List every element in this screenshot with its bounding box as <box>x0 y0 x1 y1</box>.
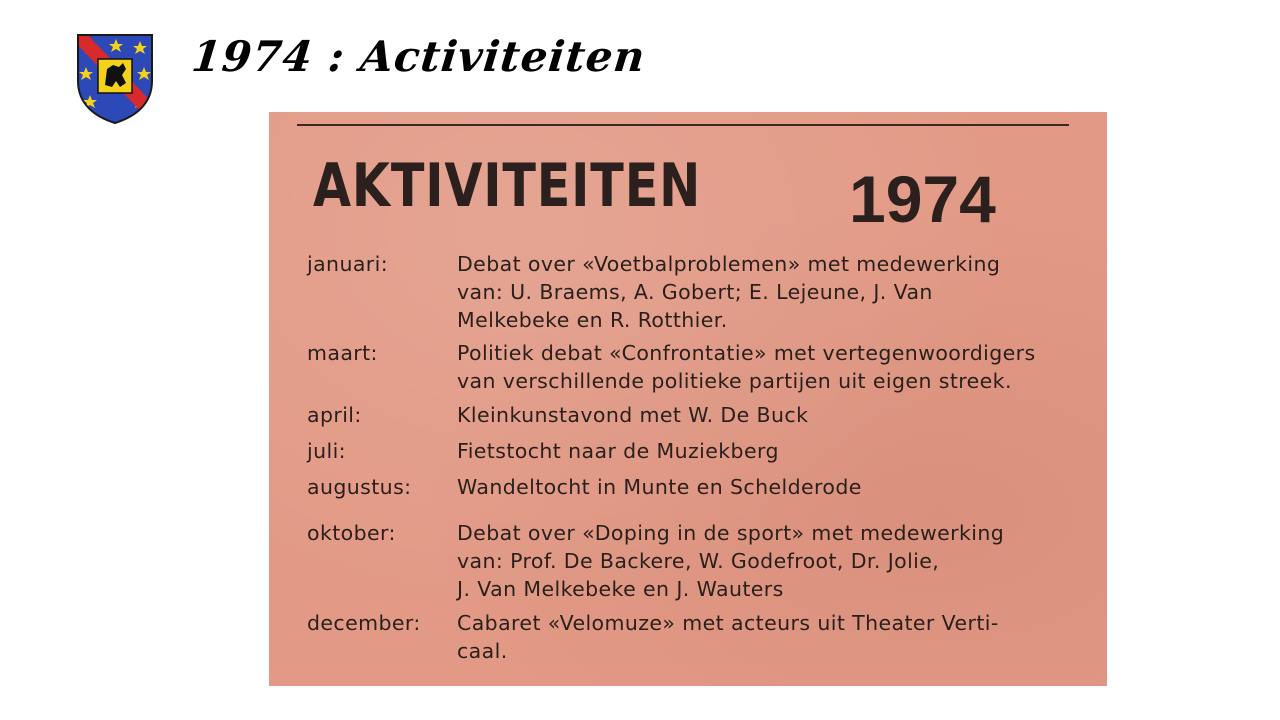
activity-description <box>457 519 1097 603</box>
activity-line: Kleinkunstavond met W. De Buck <box>457 403 809 427</box>
slide-title: 1974 : Activiteiten <box>189 32 648 81</box>
activity-line: van verschillende politieke partijen uit eigen streek. <box>457 369 1012 393</box>
activity-line: caal. <box>457 639 508 663</box>
activity-description <box>457 437 1097 465</box>
activity-month: oktober: <box>307 521 396 545</box>
activity-row <box>307 473 1097 501</box>
activity-line: van: U. Braems, A. Gobert; E. Lejeune, J. Van <box>457 280 933 304</box>
activity-line: Debat over «Doping in de sport» met medewerking <box>457 521 1005 545</box>
activity-row <box>307 401 1097 429</box>
activity-line: Fietstocht naar de Muziekberg <box>457 439 779 463</box>
activity-line: Cabaret «Velomuze» met acteurs uit Theater Verti- <box>457 611 999 635</box>
activity-month: juli: <box>307 439 346 463</box>
activity-line: Wandeltocht in Munte en Schelderode <box>457 475 862 499</box>
activity-description <box>457 339 1097 395</box>
activity-line: J. Van Melkebeke en J. Wauters <box>457 577 784 601</box>
activity-month: maart: <box>307 341 378 365</box>
activity-description <box>457 609 1097 665</box>
newspaper-clipping <box>269 112 1107 686</box>
divider <box>297 124 1069 126</box>
activity-row <box>307 437 1097 465</box>
activity-row <box>307 609 1097 665</box>
activity-line: Melkebeke en R. Rotthier. <box>457 308 728 332</box>
activity-line: van: Prof. De Backere, W. Godefroot, Dr. Jolie, <box>457 549 940 573</box>
coat-of-arms-icon <box>76 33 154 125</box>
clipping-year: 1974 <box>849 162 996 236</box>
activity-description <box>457 250 1097 334</box>
activity-row <box>307 519 1097 603</box>
activity-line: Debat over «Voetbalproblemen» met medewerking <box>457 252 1001 276</box>
activity-description <box>457 401 1097 429</box>
activity-month: april: <box>307 403 362 427</box>
activity-description <box>457 473 1097 501</box>
activity-month: augustus: <box>307 475 412 499</box>
activity-month: januari: <box>307 252 389 276</box>
activity-month: december: <box>307 611 421 635</box>
activity-line: Politiek debat «Confrontatie» met vertegenwoordigers <box>457 341 1036 365</box>
activity-list <box>307 250 1097 665</box>
activity-row <box>307 339 1097 395</box>
activity-row <box>307 250 1097 334</box>
clipping-heading: AKTIVITEITEN <box>313 151 702 221</box>
